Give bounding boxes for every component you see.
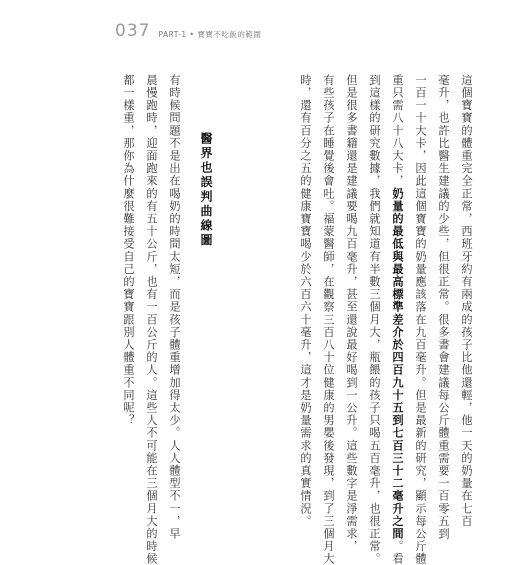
running-head: PART-1 • 寶寶不吃飯的範圍 (158, 29, 262, 39)
text-column: 這個寶寶的體重完全正常，西班牙約有兩成的孩子比他還輕，他一天的奶量在七百 (460, 74, 473, 528)
text-column: 時，還有百分之五的健康寶寶喝少於六百六十毫升，這才是奶量需求的真實情況。 (299, 74, 312, 528)
text-column: 有時候問題不是出在喝奶的時間太短，而是孩子體重增加得太少。人人體型不一，早 (168, 74, 181, 541)
text-column: 毫升，也許比醫生建議的少些，但很正常。很多書會建議每公斤體重需要一百零五到 (437, 74, 450, 541)
text-column: 但是很多書籍還是建議要喝九百毫升，甚至還說最好喝到一公升。這些數字是淨需求， (345, 74, 358, 553)
page-number: 037 (115, 21, 151, 41)
text-column-emphasis (390, 74, 405, 565)
text-column: 有些孩子在睡覺後會吐。福蒙醫師，在觀察三百八十位健康的男嬰後發現，到了三個月大 (322, 74, 335, 565)
section-heading: 醫界也誤判曲線圖 (199, 132, 213, 248)
page-header (115, 18, 261, 40)
text-column: 到這樣的研究數據，我們就知道有半數三個月大，瓶餵的孩子只喝五百毫升，也很正常。 (368, 74, 381, 565)
emphasis-text: 奶量的最低與最高標準差介於四百九十五到七百三十二毫升之間 (391, 187, 404, 541)
text-segment: 。看 (391, 540, 404, 565)
text-column: 一百一十大卡，因此這個寶寶的奶量應該落在九百毫升。但是最新的研究，顯示每公斤體 (414, 74, 427, 565)
text-segment: 重只需八十八大卡， (391, 74, 404, 188)
text-column: 都一樣重，那你為什麼很難接受自己的寶寶跟別人體重不同呢？ (122, 74, 135, 427)
text-column: 晨慢跑時，迎面跑來的有五十公斤，也有一百公斤的人。這些人不可能在三個月大的時候 (145, 74, 158, 565)
